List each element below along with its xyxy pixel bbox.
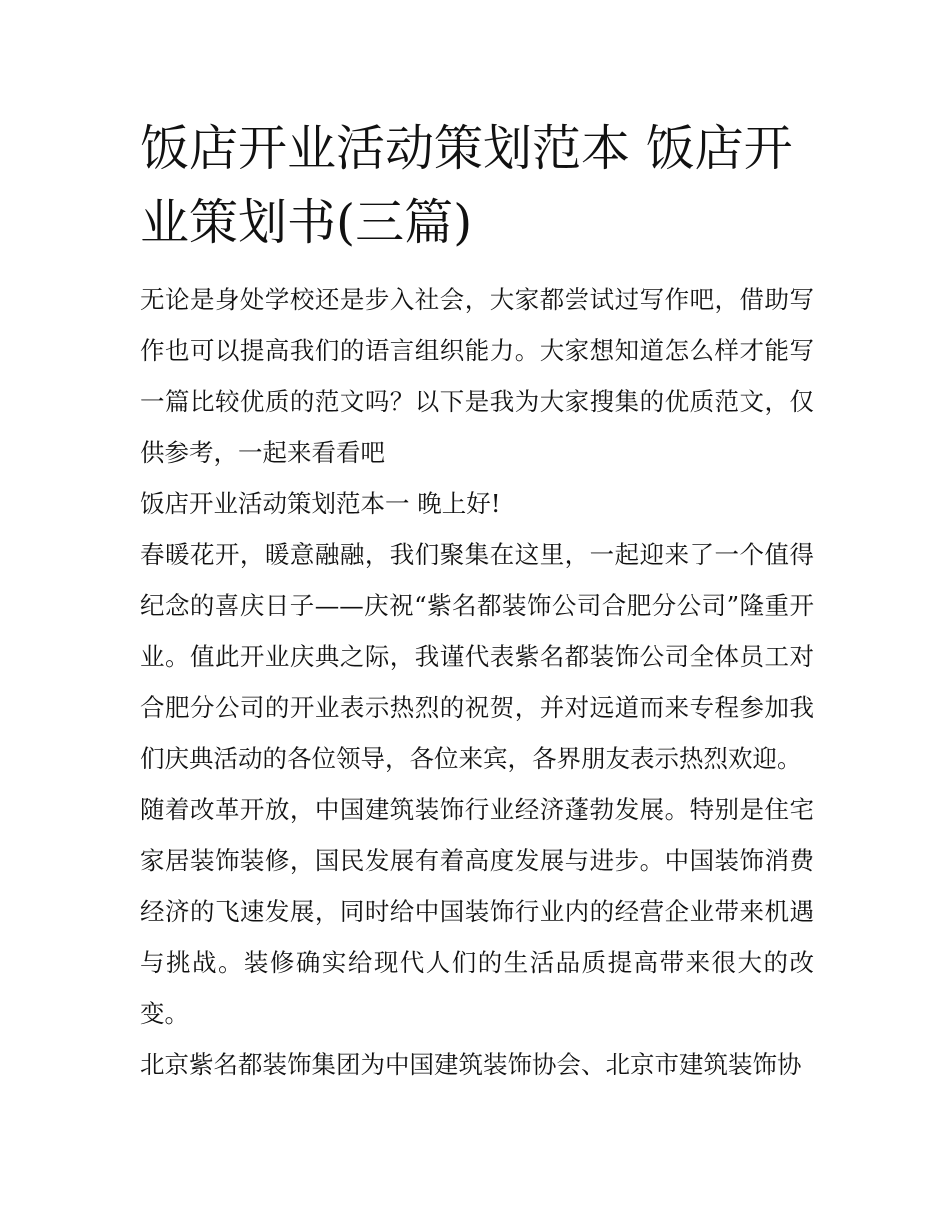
body-paragraph-3: 北京紫名都装饰集团为中国建筑装饰协会、北京市建筑装饰协 — [140, 1050, 802, 1079]
body-paragraph-2: 随着改革开放，中国建筑装饰行业经济蓬勃发展。特别是住宅家居装饰装修，国民发展有着高度发展与进步。中国装饰消费经济的飞速发展，同时给中国装饰行业内的经营企业带来机遇与挑战。装修确实给现代人们的生活品质提高带来很大的改变。 — [140, 795, 814, 1028]
document-page — [140, 112, 814, 1090]
intro-paragraph: 无论是身处学校还是步入社会，大家都尝试过写作吧，借助写作也可以提高我们的语言组织能力。大家想知道怎么样才能写一篇比较优质的范文吗？以下是我为大家搜集的优质范文，仅供参考，一起来看看吧 — [140, 285, 814, 467]
document-title: 饭店开业活动策划范本 饭店开业策划书(三篇) — [140, 120, 793, 251]
body-paragraph-1: 春暖花开，暖意融融，我们聚集在这里，一起迎来了一个值得纪念的喜庆日子——庆祝“紫名都装饰公司合肥分公司”隆重开业。值此开业庆典之际，我谨代表紫名都装饰公司全体员工对合肥分公司的开业表示热烈的祝贺，并对远道而来专程参加我们庆典活动的各位领导，各位来宾，各界朋友表示热烈欢迎。 — [140, 540, 814, 773]
section-heading: 饭店开业活动策划范本一 晚上好! — [140, 489, 501, 518]
document-body — [140, 274, 814, 1090]
